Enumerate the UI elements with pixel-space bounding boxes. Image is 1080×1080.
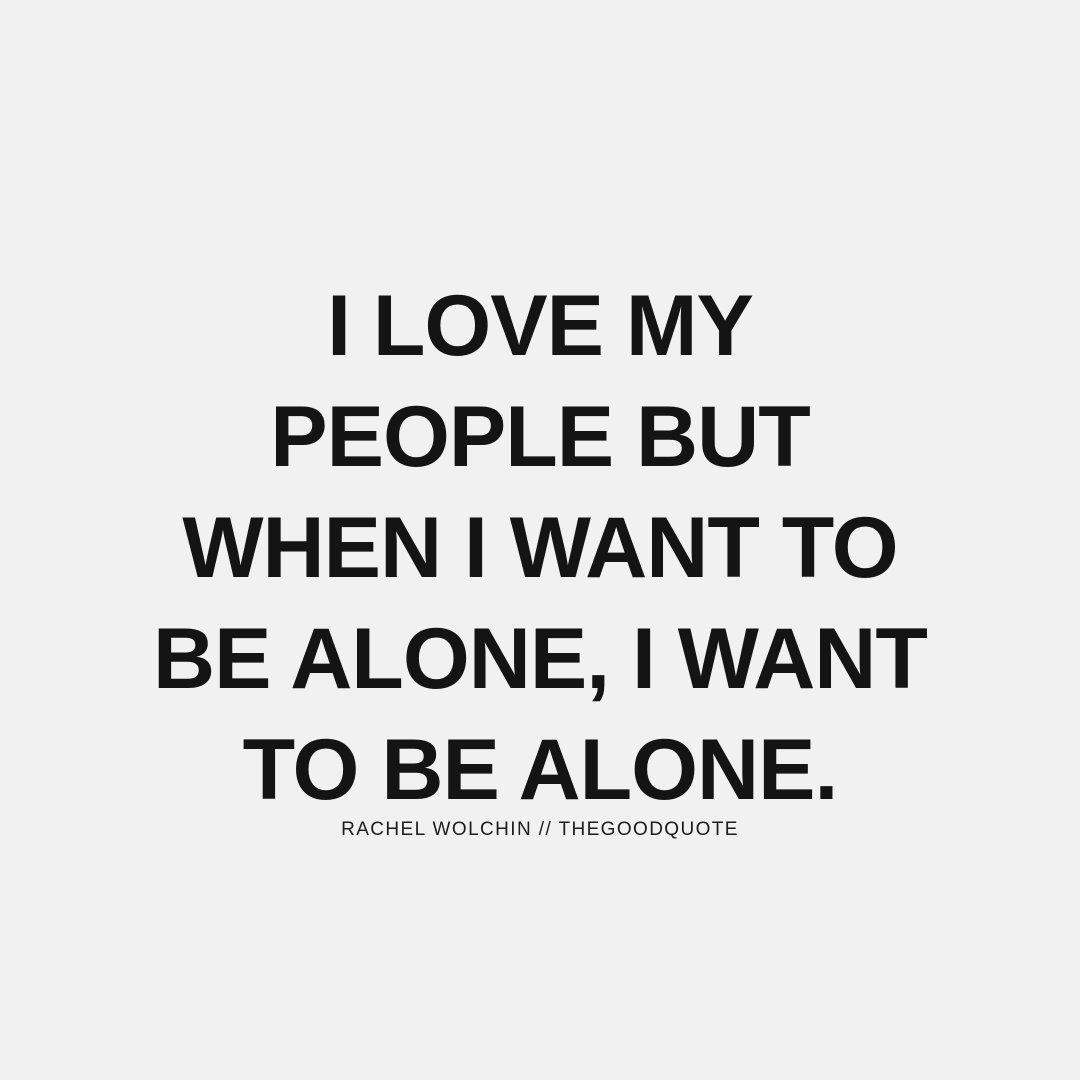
quote-line: I LOVE MY: [327, 278, 753, 374]
quote-line: TO BE ALONE.: [242, 722, 838, 818]
quote-attribution: RACHEL WOLCHIN // THEGOODQUOTE: [341, 819, 739, 840]
quote-text: [0, 271, 1080, 826]
quote-line: BE ALONE, I WANT: [153, 611, 927, 707]
quote-line: WHEN I WANT TO: [182, 500, 898, 596]
quote-line: PEOPLE BUT: [270, 389, 810, 485]
